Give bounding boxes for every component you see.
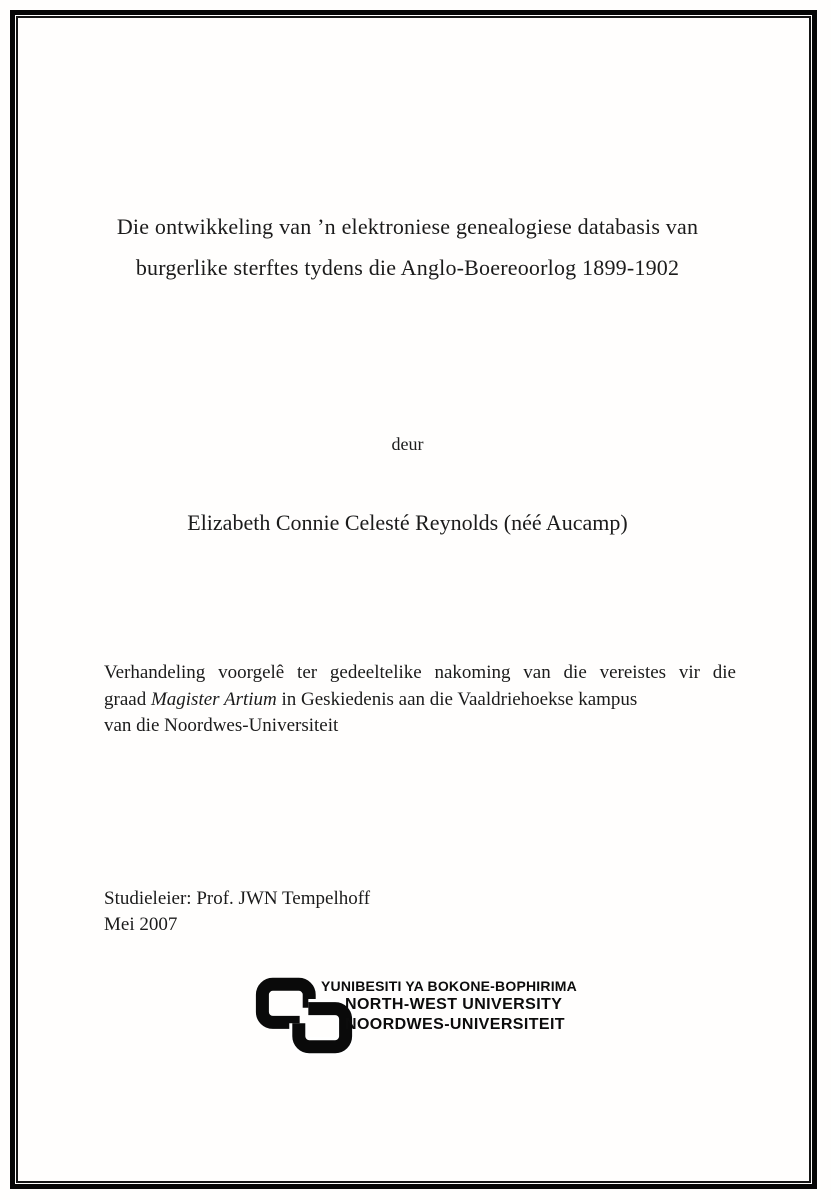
thesis-title-line2: burgerlike sterftes tydens die Anglo-Boereoorlog 1899-1902 xyxy=(135,255,680,280)
thesis-title xyxy=(85,206,730,288)
thesis-title-line1: Die ontwikkeling van ’n elektroniese genealogiese databasis van xyxy=(116,214,699,239)
date-line: Mei 2007 xyxy=(104,913,178,935)
supervisor-block xyxy=(104,886,370,937)
degree-name-italic: Magister Artium xyxy=(150,688,277,710)
byline: deur xyxy=(391,434,424,454)
logo-text-afrikaans: NOORDWES-UNIVERSITEIT xyxy=(345,1016,565,1033)
supervisor-line: Studieleier: Prof. JWN Tempelhoff xyxy=(104,888,371,909)
author-name: Elizabeth Connie Celesté Reynolds (néé Aucamp) xyxy=(187,510,628,535)
degree-statement-line1: Verhandeling voorgelê ter gedeeltelike nakoming van die vereistes vir die xyxy=(104,662,736,683)
degree-statement-line2 xyxy=(104,687,736,714)
degree-statement-line3: van die Noordwes-Universiteit xyxy=(104,715,339,736)
degree-statement-line2-prefix: graad xyxy=(104,688,151,710)
degree-statement xyxy=(104,660,736,740)
logo-text-english: NORTH-WEST UNIVERSITY xyxy=(345,996,563,1013)
degree-statement-line2-suffix: in Geskiedenis aan die Vaaldriehoekse kampus xyxy=(276,688,638,710)
logo-text-setswana: YUNIBESITI YA BOKONE-BOPHIRIMA xyxy=(321,978,577,994)
